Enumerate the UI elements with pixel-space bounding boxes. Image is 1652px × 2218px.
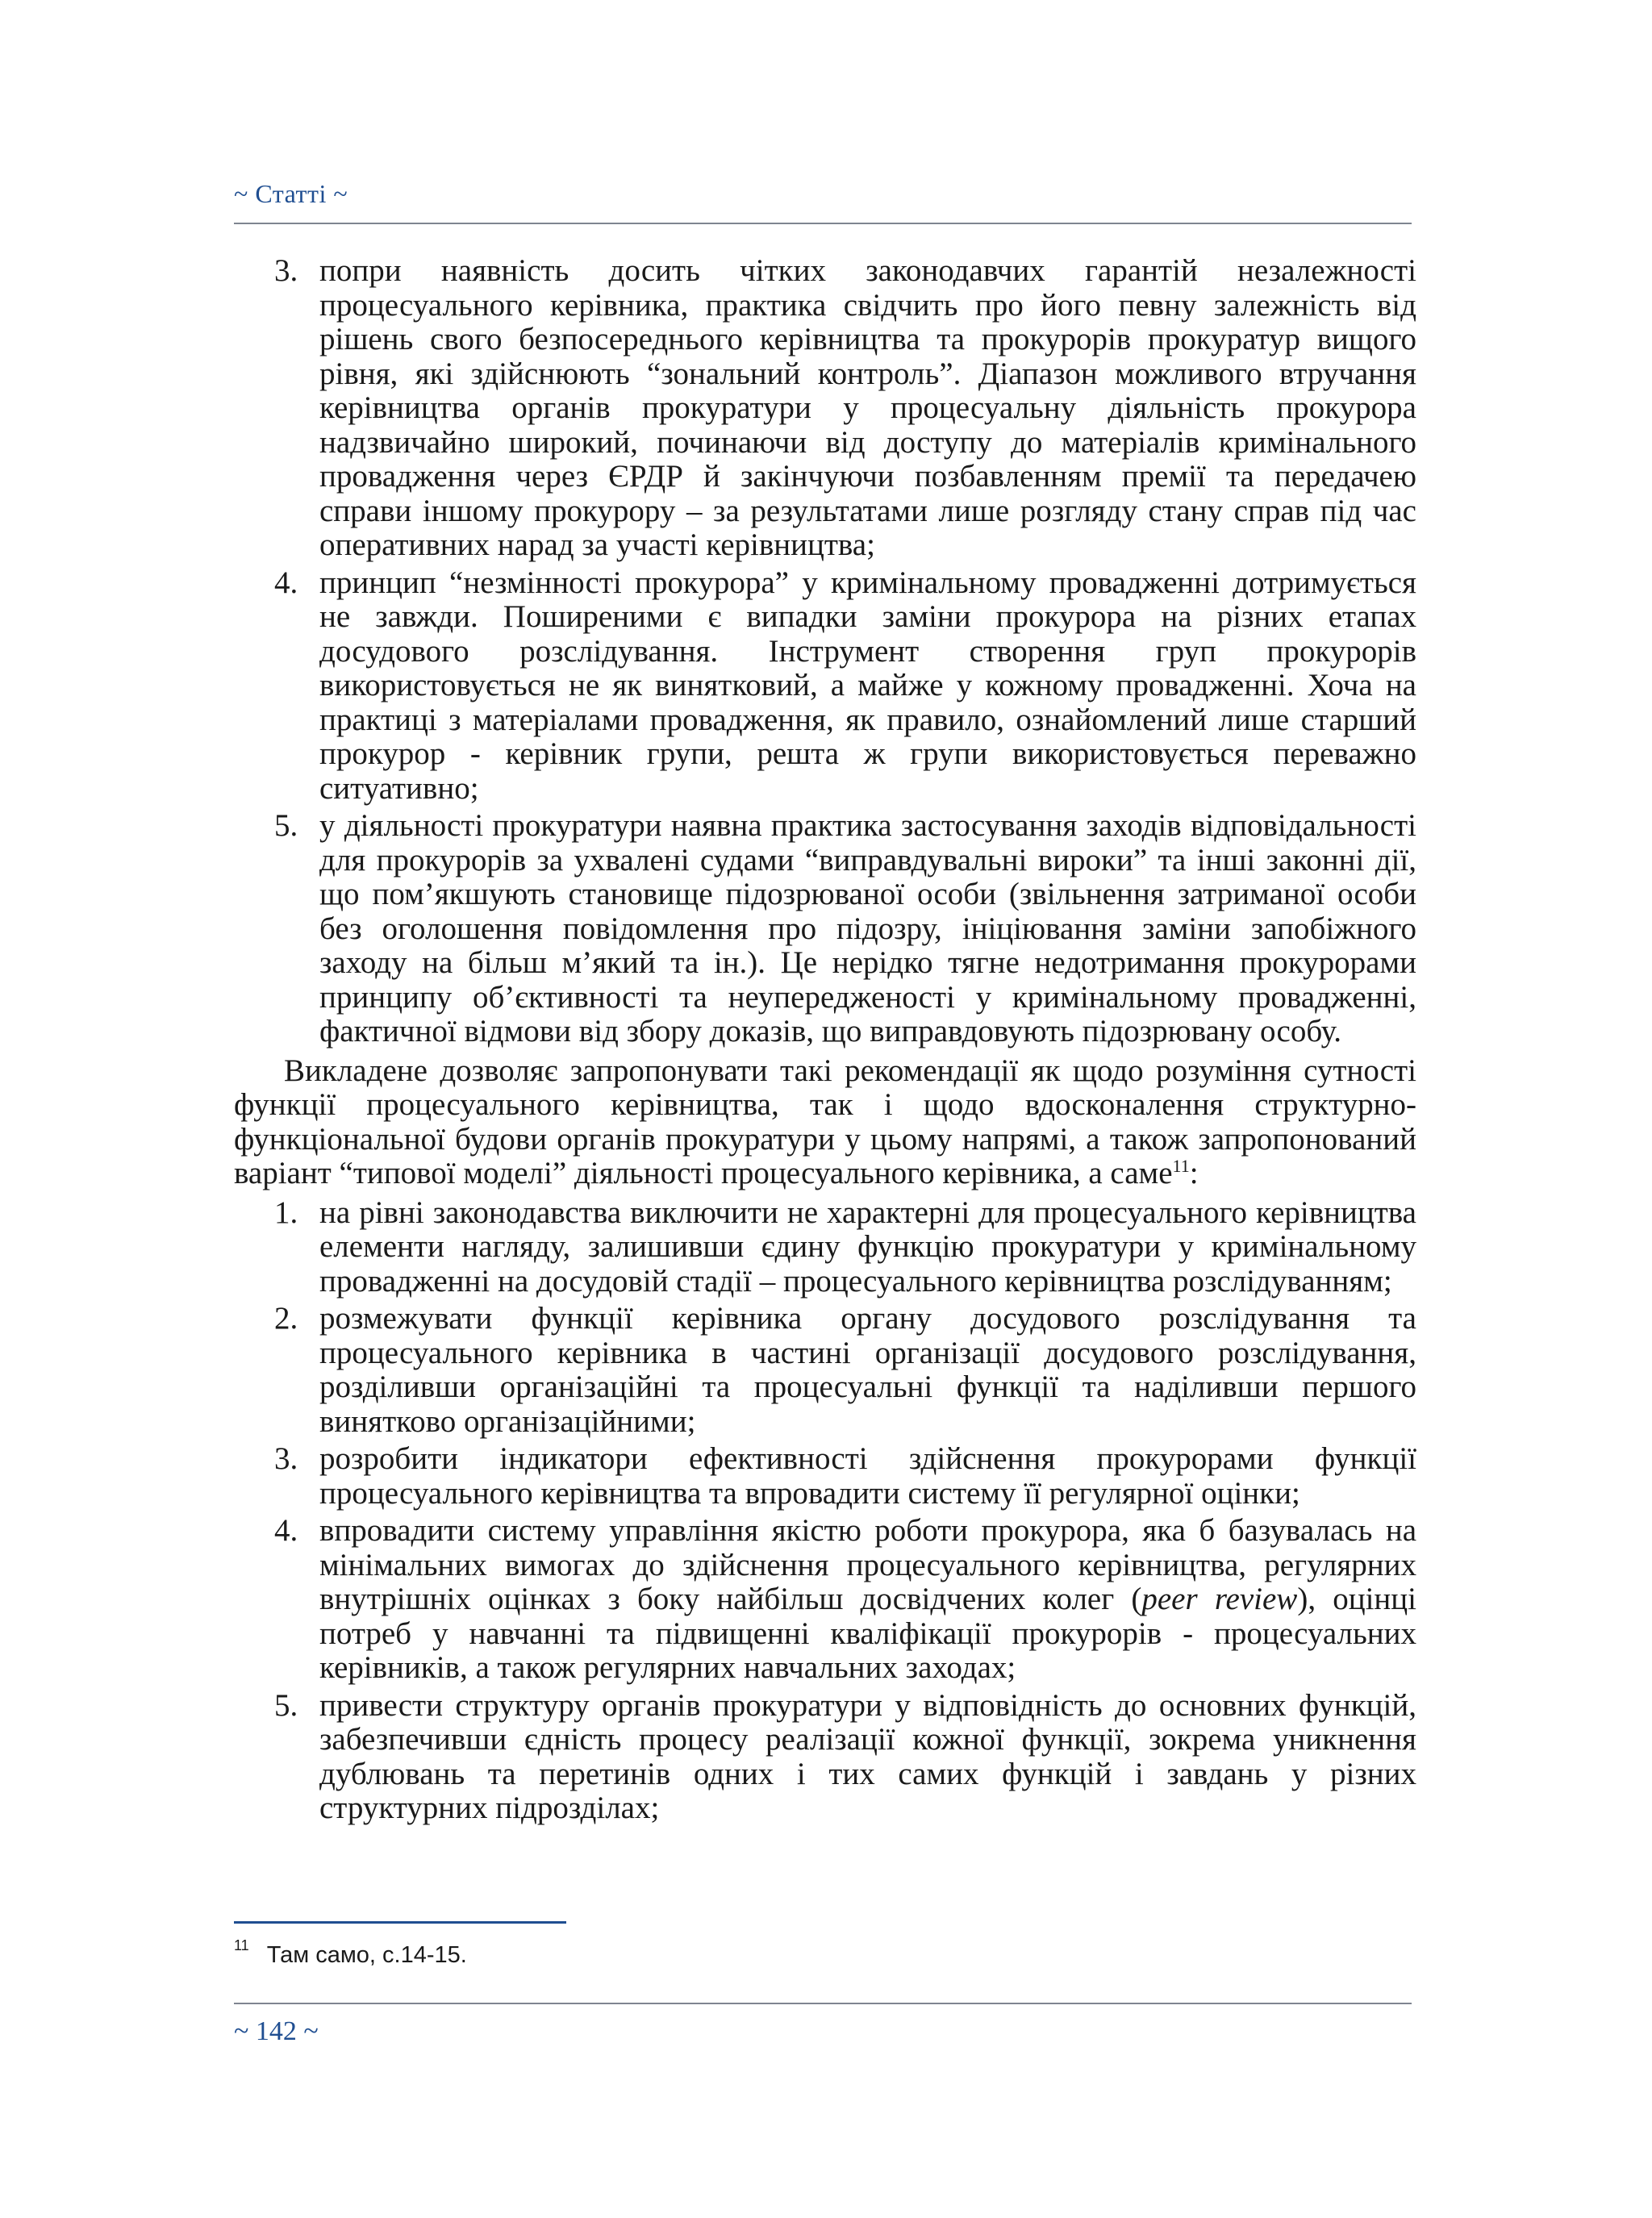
list-item <box>234 1196 1416 1299</box>
list-item <box>234 1302 1416 1439</box>
footnote-divider <box>234 1921 566 1924</box>
recommendations-intro <box>234 1054 1416 1191</box>
paragraph-tail: : <box>1189 1156 1199 1190</box>
list-item <box>234 809 1416 1049</box>
list-number: 2. <box>274 1301 298 1336</box>
list-item-text: розмежувати функції керівника органу досудового розслідування та процесуального керівника в частині організації досудового розслідування, розділивши організаційні та процесуальні функції та наділивши першого винятково організаційними; <box>319 1301 1416 1439</box>
footer-divider <box>234 2003 1412 2004</box>
list-item <box>234 566 1416 807</box>
list-number: 3. <box>274 253 298 288</box>
footnote-text: Там само, с.14-15. <box>266 1942 467 1968</box>
list-item <box>234 1689 1416 1826</box>
list-item-text: привести структуру органів прокуратури у відповідність до основних функцій, забезпечивши єдність процесу реалізації кожної функції, зокрема уникнення дублювань та перетинів одних і тих самих функцій і завдань у різних структурних підрозділах; <box>319 1687 1416 1825</box>
article-body <box>234 254 1416 1829</box>
page-number: ~ 142 ~ <box>234 2016 319 2046</box>
list-number: 5. <box>274 1687 298 1723</box>
list-number: 1. <box>274 1194 298 1230</box>
footnote-reference: 11 <box>1172 1156 1190 1176</box>
header-divider <box>234 223 1412 224</box>
list-item-text: впровадити систему управління якістю роботи прокурора, яка б базувалась на мінімальних вимогах до здійснення процесуального керівництва, регулярних внутрішніх оцінках з боку найбільш досвідчених колег ( <box>319 1513 1416 1616</box>
list-number: 3. <box>274 1441 298 1476</box>
footnote <box>234 1937 467 1969</box>
list-item-text: на рівні законодавства виключити не характерні для процесуального керівництва елементи нагляду, залишивши єдину функцію прокуратури у кримінальному провадженні на досудовій стадії – процесуального керівництва розслідуванням; <box>319 1194 1416 1299</box>
list-item <box>234 254 1416 563</box>
list-item-text: розробити індикатори ефективності здійснення прокурорами функції процесуального керівництва та впровадити систему її регулярної оцінки; <box>319 1441 1416 1511</box>
list-item-text: попри наявність досить чітких законодавчих гарантій незалежності процесуального керівника, практика свідчить про його певну залежність від рішень свого безпосереднього керівництва та прокурорів прокуратур вищого рівня, які здійснюють “зональний контроль”. Діапазон можливого втручання керівництва органів прокуратури у процесуальну діяльність прокурора надзвичайно широкий, починаючи від доступу до матеріалів кримінального провадження через ЄРДР й закінчуючи позбавленням премії та передачею справи іншому прокурору – за результатами лише розгляду стану справ під час оперативних нарад за участі керівництва; <box>319 253 1416 562</box>
list-item-text: принцип “незмінності прокурора” у кримінальному провадженні дотримується не завжди. Поширеними є випадки заміни прокурора на різних етапах досудового розслідування. Інструмент створення груп прокурорів використовується не як винятковий, а майже у кожному провадженні. Хоча на практиці з матеріалами провадження, як правило, ознайомлений лише старший прокурор - керівник групи, решта ж групи використовується переважно ситуативно; <box>319 565 1416 806</box>
footnote-number: 11 <box>234 1937 249 1954</box>
section-header: ~ Статті ~ <box>234 179 348 208</box>
list-number: 4. <box>274 565 298 600</box>
list-item-text-after: ), оцінці потреб у навчанні та підвищенні кваліфікації прокурорів - процесуальних керівників, а також регулярних навчальних заходах; <box>319 1582 1416 1685</box>
list-item <box>234 1442 1416 1511</box>
list-number: 4. <box>274 1513 298 1548</box>
list-item-italic: peer review <box>1141 1582 1298 1616</box>
list-item <box>234 1514 1416 1686</box>
paragraph-text: Викладене дозволяє запропонувати такі рекомендації як щодо розуміння сутності функції процесуального керівництва, так і щодо вдосконалення структурно-функціональної будови органів прокуратури у цьому напрямі, а також запропонований варіант “типової моделі” діяльності процесуального керівника, а саме <box>234 1053 1416 1190</box>
list-item-text: у діяльності прокуратури наявна практика застосування заходів відповідальності для прокурорів за ухвалені судами “виправдувальні вироки” та інші законні дії, що пом’якшують становище підозрюваної особи (звільнення затриманої особи без оголошення повідомлення про підозру, ініціювання заміни запобіжного заходу на більш м’який та ін.). Це нерідко тягне недотримання прокурорами принципу об’єктивності та неупередженості у кримінальному провадженні, фактичної відмови від збору доказів, що виправдовують підозрювану особу. <box>319 808 1416 1049</box>
list-number: 5. <box>274 808 298 843</box>
